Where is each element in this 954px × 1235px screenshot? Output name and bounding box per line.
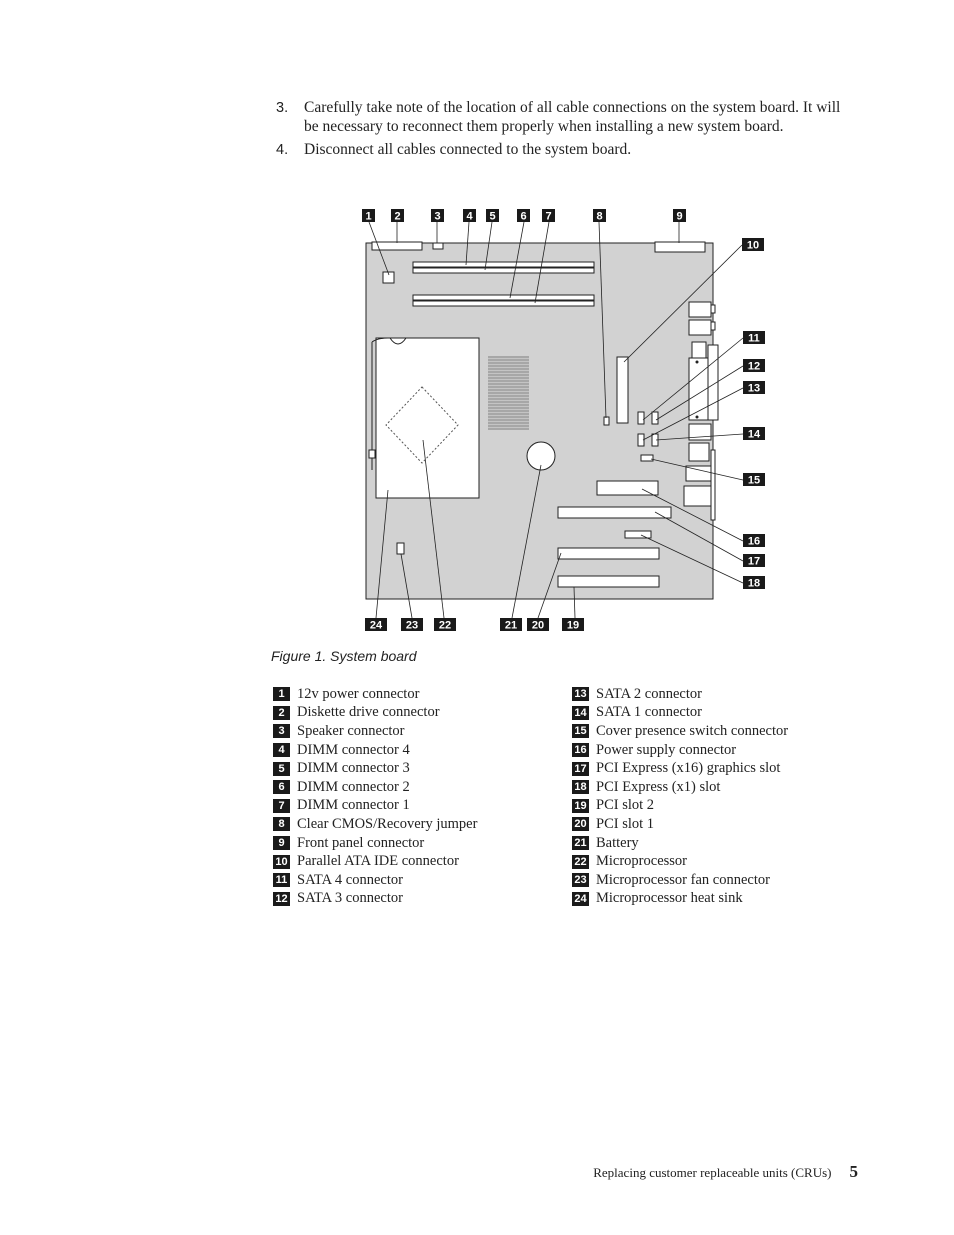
- svg-text:7: 7: [545, 210, 552, 223]
- legend-label: Battery: [596, 834, 639, 851]
- chipset-heatsink: [488, 356, 529, 430]
- legend-label: PCI slot 1: [596, 815, 655, 832]
- front-panel-connector: [655, 242, 705, 252]
- legend-number: 18: [572, 780, 589, 794]
- heat-sink: [376, 338, 479, 498]
- legend-label: Diskette drive connector: [297, 704, 440, 721]
- legend-item: [273, 741, 477, 760]
- callout-6: [517, 209, 530, 223]
- sata-3-connector: [652, 412, 658, 424]
- cover-switch-connector: [641, 455, 653, 461]
- pci-slot-2: [558, 576, 659, 587]
- callout-20: [527, 618, 549, 632]
- svg-text:15: 15: [747, 474, 761, 487]
- step-text: Disconnect all cables connected to the system board.: [304, 141, 632, 158]
- legend-label: Power supply connector: [596, 741, 737, 758]
- footer-title: Replacing customer replaceable units (CRUs): [593, 1165, 832, 1180]
- svg-text:20: 20: [531, 619, 545, 632]
- legend-number: 14: [572, 706, 589, 720]
- svg-text:12: 12: [747, 360, 761, 373]
- legend-label: Microprocessor heat sink: [596, 890, 743, 907]
- svg-text:9: 9: [676, 210, 683, 223]
- dimm-slot: [413, 268, 594, 273]
- callout-14: [743, 427, 765, 441]
- svg-text:22: 22: [438, 619, 452, 632]
- legend-item: [273, 815, 477, 834]
- legend-label: PCI Express (x16) graphics slot: [596, 760, 781, 777]
- svg-text:17: 17: [747, 555, 761, 568]
- svg-text:13: 13: [747, 382, 761, 395]
- callout-12: [743, 359, 765, 373]
- legend-item: [572, 685, 788, 704]
- callout-24: [365, 618, 387, 632]
- legend-item: [572, 834, 788, 853]
- legend-left: [273, 685, 477, 908]
- svg-text:14: 14: [747, 428, 761, 441]
- legend-label: Parallel ATA IDE connector: [297, 853, 459, 870]
- legend-label: PCI Express (x1) slot: [596, 778, 721, 795]
- callout-23: [401, 618, 423, 632]
- svg-text:18: 18: [747, 577, 761, 590]
- svg-text:5: 5: [489, 210, 496, 223]
- legend-number: 20: [572, 817, 589, 831]
- legend-item: [273, 685, 477, 704]
- svg-text:8: 8: [596, 210, 603, 223]
- legend-label: SATA 1 connector: [596, 704, 702, 721]
- callout-17: [743, 554, 765, 568]
- svg-text:11: 11: [748, 332, 760, 345]
- callout-15: [743, 473, 765, 487]
- legend-number: 3: [273, 724, 290, 738]
- legend-item: [572, 778, 788, 797]
- callout-11: [743, 331, 765, 345]
- legend-number: 21: [572, 836, 589, 850]
- legend-number: 11: [273, 873, 290, 887]
- callout-1: [362, 209, 375, 223]
- legend-number: 1: [273, 687, 290, 701]
- legend-item: [273, 871, 477, 890]
- legend-number: 16: [572, 743, 589, 757]
- page-number: 5: [849, 1162, 858, 1181]
- svg-text:19: 19: [566, 619, 580, 632]
- cmos-jumper: [604, 417, 609, 425]
- callout-3: [431, 209, 444, 223]
- svg-text:2: 2: [394, 210, 401, 223]
- callout-4: [463, 209, 476, 223]
- legend-number: 2: [273, 706, 290, 720]
- svg-text:24: 24: [369, 619, 383, 632]
- legend-number: 24: [572, 892, 589, 906]
- legend-item: [572, 852, 788, 871]
- svg-text:10: 10: [746, 239, 760, 252]
- legend-item: [572, 722, 788, 741]
- legend-item: [572, 815, 788, 834]
- legend-label: DIMM connector 2: [297, 778, 410, 795]
- svg-text:6: 6: [520, 210, 527, 223]
- legend-item: [273, 722, 477, 741]
- callout-5: [486, 209, 499, 223]
- legend-item: [572, 871, 788, 890]
- figure-caption: Figure 1. System board: [271, 648, 417, 664]
- fan-connector: [397, 543, 404, 554]
- step-text: Carefully take note of the location of all cable connections on the system board. It will be necessary to reconnect them properly when installing a new system board.: [304, 99, 841, 135]
- legend-number: 8: [273, 817, 290, 831]
- legend-item: [273, 759, 477, 778]
- legend-item: [572, 741, 788, 760]
- callout-10: [742, 238, 764, 252]
- legend-label: Clear CMOS/Recovery jumper: [297, 815, 478, 832]
- legend-number: 9: [273, 836, 290, 850]
- heat-sink-latch: [369, 450, 375, 458]
- svg-text:3: 3: [434, 210, 441, 223]
- svg-text:23: 23: [405, 619, 419, 632]
- legend-item: [273, 778, 477, 797]
- legend-item: [273, 704, 477, 723]
- callout-9: [673, 209, 686, 223]
- legend-number: 17: [572, 762, 589, 776]
- legend-item: [273, 852, 477, 871]
- pci-slot-1: [558, 548, 659, 559]
- legend-label: DIMM connector 1: [297, 797, 410, 814]
- legend-label: SATA 3 connector: [297, 890, 403, 907]
- callout-22: [434, 618, 456, 632]
- svg-text:16: 16: [747, 535, 761, 548]
- sata-4-connector: [638, 412, 644, 424]
- legend-label: SATA 4 connector: [297, 871, 403, 888]
- legend-label: DIMM connector 4: [297, 741, 410, 758]
- svg-text:21: 21: [504, 619, 518, 632]
- dimm-slot: [413, 301, 594, 306]
- page-footer: [593, 1162, 858, 1182]
- legend-item: [572, 704, 788, 723]
- legend-item: [572, 797, 788, 816]
- callout-21: [500, 618, 522, 632]
- callout-7: [542, 209, 555, 223]
- legend-item: [572, 759, 788, 778]
- pcie-x16-slot: [558, 507, 671, 518]
- legend-label: Speaker connector: [297, 722, 405, 739]
- legend-number: 15: [572, 724, 589, 738]
- legend-label: Microprocessor fan connector: [596, 871, 770, 888]
- legend-number: 6: [273, 780, 290, 794]
- legend-number: 10: [273, 855, 290, 869]
- legend-item: [273, 834, 477, 853]
- legend-number: 7: [273, 799, 290, 813]
- pcie-x1-slot: [625, 531, 651, 538]
- callout-2: [391, 209, 404, 223]
- legend-label: 12v power connector: [297, 685, 420, 702]
- legend-label: Cover presence switch connector: [596, 722, 789, 739]
- callout-19: [562, 618, 584, 632]
- ide-connector: [617, 357, 628, 423]
- step-number: 4.: [276, 142, 289, 158]
- callout-18: [743, 576, 765, 590]
- legend-item: [273, 797, 477, 816]
- legend-number: 22: [572, 855, 589, 869]
- legend-label: Microprocessor: [596, 853, 688, 870]
- legend-number: 5: [273, 762, 290, 776]
- legend-number: 19: [572, 799, 589, 813]
- callout-13: [743, 381, 765, 395]
- legend-right: [572, 685, 788, 908]
- legend-label: DIMM connector 3: [297, 760, 410, 777]
- svg-text:4: 4: [466, 210, 473, 223]
- svg-text:1: 1: [365, 210, 372, 223]
- legend-item: [273, 890, 477, 909]
- legend-label: SATA 2 connector: [596, 685, 702, 702]
- legend-number: 12: [273, 892, 290, 906]
- step-number: 3.: [276, 100, 289, 116]
- callout-8: [593, 209, 606, 223]
- legend-label: PCI slot 2: [596, 797, 655, 814]
- speaker-connector: [433, 243, 443, 249]
- legend-label: Front panel connector: [297, 834, 425, 851]
- legend-number: 23: [572, 873, 589, 887]
- dimm-slot: [413, 295, 594, 300]
- dimm-slot: [413, 262, 594, 267]
- legend-number: 4: [273, 743, 290, 757]
- callout-16: [743, 534, 765, 548]
- legend-item: [572, 890, 788, 909]
- legend-number: 13: [572, 687, 589, 701]
